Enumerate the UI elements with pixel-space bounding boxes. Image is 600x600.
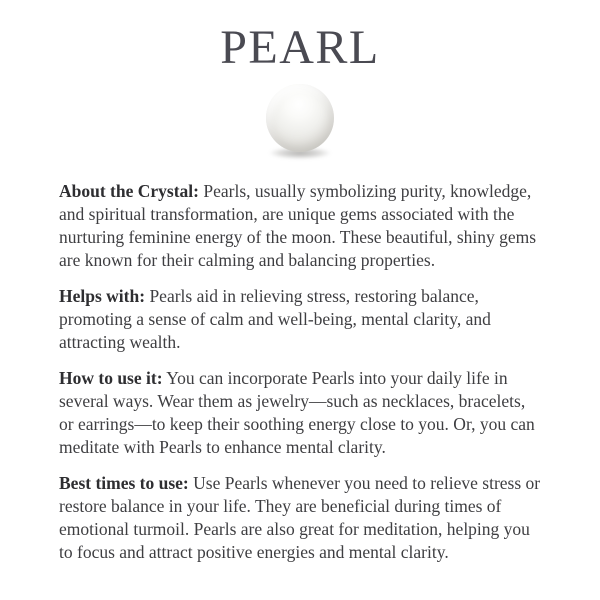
pearl-image bbox=[265, 84, 335, 160]
section-best-times-to-use bbox=[59, 472, 541, 564]
page-title: PEARL bbox=[220, 21, 380, 74]
section-text: Pearls aid in relieving stress, restoring balance, promoting a sense of calm and well-being, mental clarity, and attracting wealth. bbox=[59, 286, 491, 352]
section-text: You can incorporate Pearls into your daily life in several ways. Wear them as jewelry—such as necklaces, bracelets, or earrings—to keep their soothing energy close to you. Or, you can meditate with Pearls to enhance mental clarity. bbox=[59, 368, 535, 457]
section-label: Best times to use: bbox=[59, 473, 189, 493]
section-text: Use Pearls whenever you need to relieve stress or restore balance in your life. They are beneficial during times of emotional turmoil. Pearls are also great for meditation, helping you to focus and attract positive energies and mental clarity. bbox=[59, 473, 541, 562]
description-sections bbox=[59, 180, 541, 564]
section-how-to-use-it bbox=[59, 367, 541, 459]
section-text: Pearls, usually symbolizing purity, knowledge, and spiritual transformation, are unique gems associated with the nurturing feminine energy of the moon. These beautiful, shiny gems are known for their calming and balancing properties. bbox=[59, 181, 537, 270]
section-helps-with bbox=[59, 285, 541, 354]
section-label: Helps with: bbox=[59, 286, 146, 306]
section-label: How to use it: bbox=[59, 368, 163, 388]
section-label: About the Crystal: bbox=[59, 181, 199, 201]
pearl-sphere-icon bbox=[266, 84, 334, 152]
section-about-the-crystal bbox=[59, 180, 541, 272]
